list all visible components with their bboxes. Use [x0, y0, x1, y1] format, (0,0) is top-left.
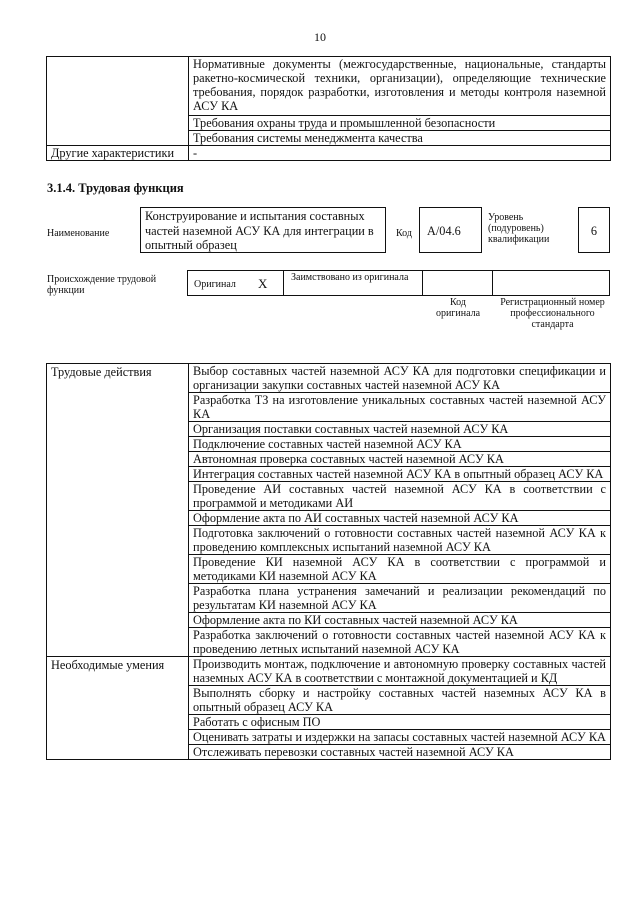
code-caption: Код оригинала	[435, 297, 481, 319]
action-item: Разработка ТЗ на изготовление уникальных составных частей наземной АСУ КА	[189, 393, 611, 422]
skill-item: Работать с офисным ПО	[189, 715, 611, 730]
level-label: Уровень (подуровень) квалификации	[488, 212, 550, 245]
action-item: Автономная проверка составных частей наземной АСУ КА	[189, 452, 611, 467]
top-table	[46, 56, 611, 161]
action-item: Организация поставки составных частей наземной АСУ КА	[189, 422, 611, 437]
table-row	[47, 146, 611, 161]
skill-item: Производить монтаж, подключение и автономную проверку составных частей наземных АСУ КА в соответствии с монтажной документацией и КД	[189, 657, 611, 686]
action-item: Разработка заключений о готовности составных частей наземной АСУ КА к проведению летных испытаний наземной АСУ КА	[189, 628, 611, 657]
action-item: Проведение АИ составных частей наземной АСУ КА в соответствии с программой и методиками АИ	[189, 482, 611, 511]
reg-caption: Регистрационный номер профессионального стандарта	[500, 297, 605, 330]
actions-label: Трудовые действия	[47, 364, 189, 657]
original-label: Оригинал	[194, 279, 236, 290]
borrowed-label: Заимствовано из оригинала	[291, 272, 409, 283]
action-item: Оформление акта по АИ составных частей наземной АСУ КА	[189, 511, 611, 526]
skill-item: Оценивать затраты и издержки на запасы составных частей наземной АСУ КА	[189, 730, 611, 745]
top-table-label-cell	[47, 57, 189, 146]
action-item: Оформление акта по КИ составных частей наземной АСУ КА	[189, 613, 611, 628]
action-item: Выбор составных частей наземной АСУ КА для подготовки спецификации и организации закупки составных частей наземной АСУ КА	[189, 364, 611, 393]
code-box	[419, 207, 482, 253]
level-value: 6	[590, 224, 598, 238]
top-table-value: Требования охраны труда и промышленной безопасности	[189, 116, 611, 131]
function-name: Конструирование и испытания составных частей наземной АСУ КА для интеграции в опытный образец	[145, 209, 374, 252]
code-label: Код	[396, 228, 412, 239]
origin-label: Происхождение трудовой функции	[47, 274, 157, 296]
skill-item: Выполнять сборку и настройку составных частей наземных АСУ КА в опытный образец АСУ КА	[189, 686, 611, 715]
name-label: Наименование	[47, 228, 110, 239]
top-table-value: -	[189, 146, 611, 161]
top-table-value: Нормативные документы (межгосударственные, национальные, стандарты ракетно-космической техники, организации), определяющие технические требования, порядок разработки, изготовления и методы контроля наземной АСУ КА	[189, 57, 611, 116]
table-row	[47, 657, 611, 686]
top-table-label: Другие характеристики	[47, 146, 189, 161]
action-item: Подключение составных частей наземной АСУ КА	[189, 437, 611, 452]
table-row	[47, 364, 611, 393]
action-item: Интеграция составных частей наземной АСУ КА в опытный образец АСУ КА	[189, 467, 611, 482]
table-row	[47, 57, 611, 116]
action-item: Разработка плана устранения замечаний и реализации рекомендаций по результатам КИ наземной АСУ КА	[189, 584, 611, 613]
section-heading: 3.1.4. Трудовая функция	[47, 181, 184, 195]
level-box	[578, 207, 610, 253]
top-table-value: Требования системы менеджмента качества	[189, 131, 611, 146]
action-item: Проведение КИ наземной АСУ КА в соответствии с программой и методиками КИ наземной АСУ КА	[189, 555, 611, 584]
function-name-box	[140, 207, 386, 253]
action-item: Подготовка заключений о готовности составных частей наземной АСУ КА к проведению комплексных испытаний наземной АСУ КА	[189, 526, 611, 555]
function-code: A/04.6	[427, 224, 461, 238]
original-mark: X	[258, 276, 268, 291]
page-number: 10	[314, 30, 326, 44]
skills-label: Необходимые умения	[47, 657, 189, 760]
main-table	[46, 363, 611, 760]
skill-item: Отслеживать перевозки составных частей наземной АСУ КА	[189, 745, 611, 760]
